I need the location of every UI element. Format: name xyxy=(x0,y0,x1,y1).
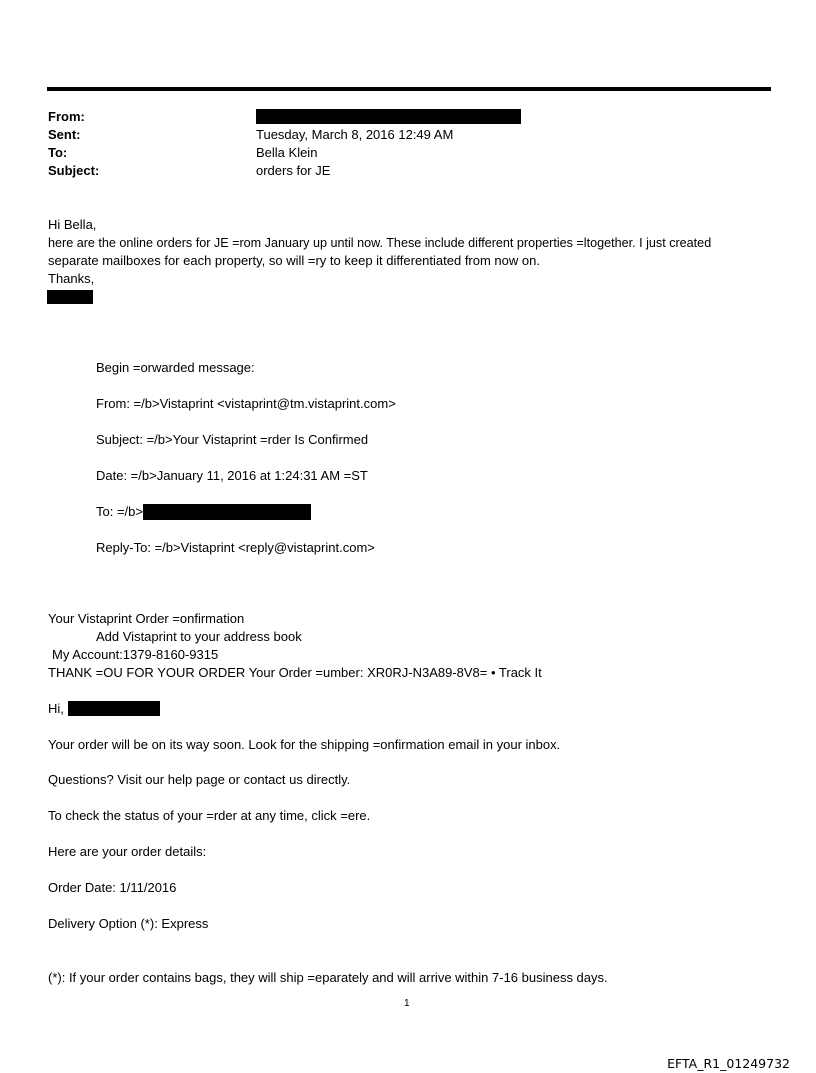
add-address-book: Add Vistaprint to your address book xyxy=(96,629,302,644)
forward-date: Date: =/b>January 11, 2016 at 1:24:31 AM =ST xyxy=(96,468,368,483)
to-value: Bella Klein xyxy=(256,145,318,160)
order-details-heading: Here are your order details: xyxy=(48,844,207,859)
sent-label: Sent: xyxy=(48,127,81,142)
greeting: Hi Bella, xyxy=(48,217,97,232)
delivery-option: Delivery Option (*): Express xyxy=(48,916,209,931)
redacted-from xyxy=(256,109,521,124)
message-line-1: here are the online orders for JE =rom January up until now. These include different properties =ltogether. I just created xyxy=(48,236,712,250)
redacted-forward-to xyxy=(143,504,311,520)
bags-footnote: (*): If your order contains bags, they will ship =eparately and will arrive within 7-16 business days. xyxy=(48,970,608,985)
to-label: To: xyxy=(48,145,68,160)
page-number: 1 xyxy=(404,998,410,1009)
status-line: To check the status of your =rder at any time, click =ere. xyxy=(48,808,371,823)
order-on-way: Your order will be on its way soon. Look for the shipping =onfirmation email in your inbox. xyxy=(48,737,561,752)
message-line-2: separate mailboxes for each property, so will =ry to keep it differentiated from now on. xyxy=(48,253,540,268)
order-confirmation-title: Your Vistaprint Order =onfirmation xyxy=(48,611,245,626)
subject-label: Subject: xyxy=(48,163,100,178)
forward-subject: Subject: =/b>Your Vistaprint =rder Is Confirmed xyxy=(96,432,369,447)
sent-value: Tuesday, March 8, 2016 12:49 AM xyxy=(256,127,454,142)
closing: Thanks, xyxy=(48,271,95,286)
forward-begin: Begin =orwarded message: xyxy=(96,360,255,375)
from-label: From: xyxy=(48,109,85,124)
document-id: EFTA_R1_01249732 xyxy=(667,1056,790,1071)
header-rule xyxy=(47,87,771,91)
subject-value: orders for JE xyxy=(256,163,331,178)
questions-line: Questions? Visit our help page or contact us directly. xyxy=(48,772,351,787)
thank-you-order-number: THANK =OU FOR YOUR ORDER Your Order =umber: XR0RJ-N3A89-8V8= • Track It xyxy=(48,665,542,680)
forward-to: To: =/b> xyxy=(96,504,143,519)
forward-from: From: =/b>Vistaprint <vistaprint@tm.vistaprint.com> xyxy=(96,396,396,411)
order-date: Order Date: 1/11/2016 xyxy=(48,880,177,895)
redacted-signature xyxy=(47,290,93,304)
forward-reply-to: Reply-To: =/b>Vistaprint <reply@vistaprint.com> xyxy=(96,540,375,555)
redacted-name xyxy=(68,701,160,716)
hi-greeting: Hi, xyxy=(48,701,64,716)
account-number: My Account:1379-8160-9315 xyxy=(52,647,219,662)
